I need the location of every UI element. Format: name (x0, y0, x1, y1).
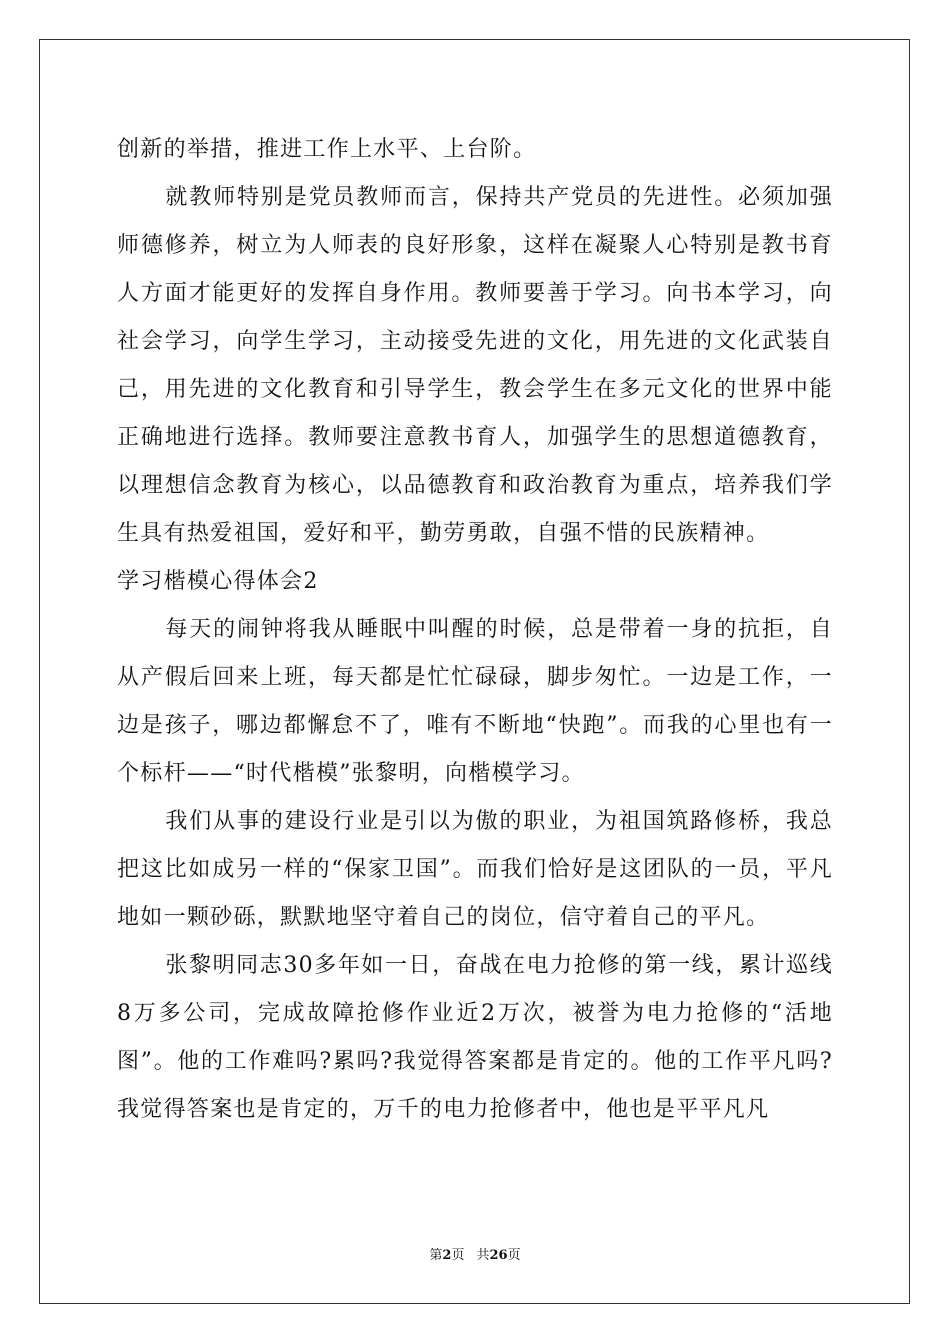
document-body (117, 126, 833, 1134)
total-suffix: 页 (507, 1248, 521, 1263)
page-footer (0, 1246, 950, 1266)
section-heading: 学习楷模心得体会2 (117, 569, 319, 594)
paragraph-3: 每天的闹钟将我从睡眠中叫醒的时候，总是带着一身的抗拒，自从产假后回来上班，每天都是忙忙碌碌，脚步匆忙。一边是工作，一边是孩子，哪边都懈怠不了，唯有不断地“快跑”。而我的心里也有一个标杆——“时代楷模”张黎明，向楷模学习。 (117, 617, 833, 786)
paragraph-2: 就教师特别是党员教师而言，保持共产党员的先进性。必须加强师德修养，树立为人师表的良好形象，这样在凝聚人心特别是教书育人方面才能更好的发挥自身作用。教师要善于学习。向书本学习，向社会学习，向学生学习，主动接受先进的文化，用先进的文化武装自己，用先进的文化教育和引导学生，教会学生在多元文化的世界中能正确地进行选择。教师要注意教书育人，加强学生的思想道德教育，以理想信念教育为核心，以品德教育和政治教育为重点，培养我们学生具有热爱祖国，爱好和平，勤劳勇敢，自强不惜的民族精神。 (117, 185, 833, 546)
page-number: 2 (442, 1248, 452, 1263)
paragraph-4: 我们从事的建设行业是引以为傲的职业，为祖国筑路修桥，我总把这比如成另一样的“保家卫国”。而我们恰好是这团队的一员，平凡地如一颗砂砾，默默地坚守着自己的岗位，信守着自己的平凡。 (117, 809, 833, 930)
paragraph-5: 张黎明同志30多年如一日，奋战在电力抢修的第一线，累计巡线8万多公司，完成故障抢修作业近2万次，被誉为电力抢修的“活地图”。他的工作难吗?累吗?我觉得答案都是肯定的。他的工作平凡吗?我觉得答案也是肯定的，万千的电力抢修者中，他也是平平凡凡 (117, 953, 833, 1122)
page-prefix: 第 (429, 1248, 443, 1263)
total-prefix: 共 (476, 1248, 490, 1263)
total-pages: 26 (489, 1248, 508, 1263)
page-suffix: 页 (451, 1248, 465, 1263)
paragraph-1: 创新的举措，推进工作上水平、上台阶。 (117, 137, 537, 162)
